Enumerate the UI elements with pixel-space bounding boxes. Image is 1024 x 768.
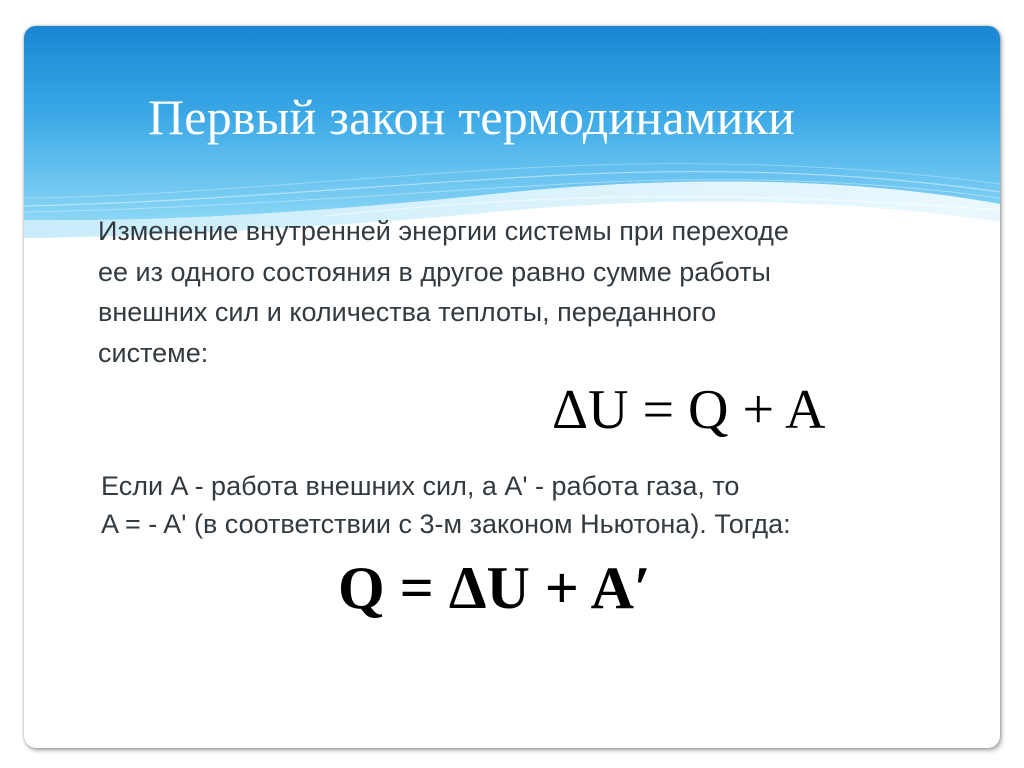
definition-line-2: ее из одного состояния в другое равно сумме работы [98, 256, 771, 287]
condition-paragraph [101, 467, 791, 543]
condition-line-2: A = - A' (в соответствии с 3-м законом Ньютона). Тогда: [101, 509, 791, 539]
definition-line-1: Изменение внутренней энергии системы при переходе [98, 216, 789, 246]
definition-paragraph [98, 211, 789, 373]
slide [24, 26, 1000, 748]
slide-title: Первый закон термодинамики [148, 89, 795, 145]
formula-first-law: ΔU = Q + A [552, 379, 826, 441]
formula-heat: Q = ΔU + A′ [338, 555, 651, 621]
definition-line-4: системе: [98, 337, 209, 368]
definition-line-3: внешних сил и количества теплоты, переданного [98, 297, 717, 327]
condition-line-1: Если A - работа внешних сил, а A' - работа газа, то [101, 471, 740, 501]
